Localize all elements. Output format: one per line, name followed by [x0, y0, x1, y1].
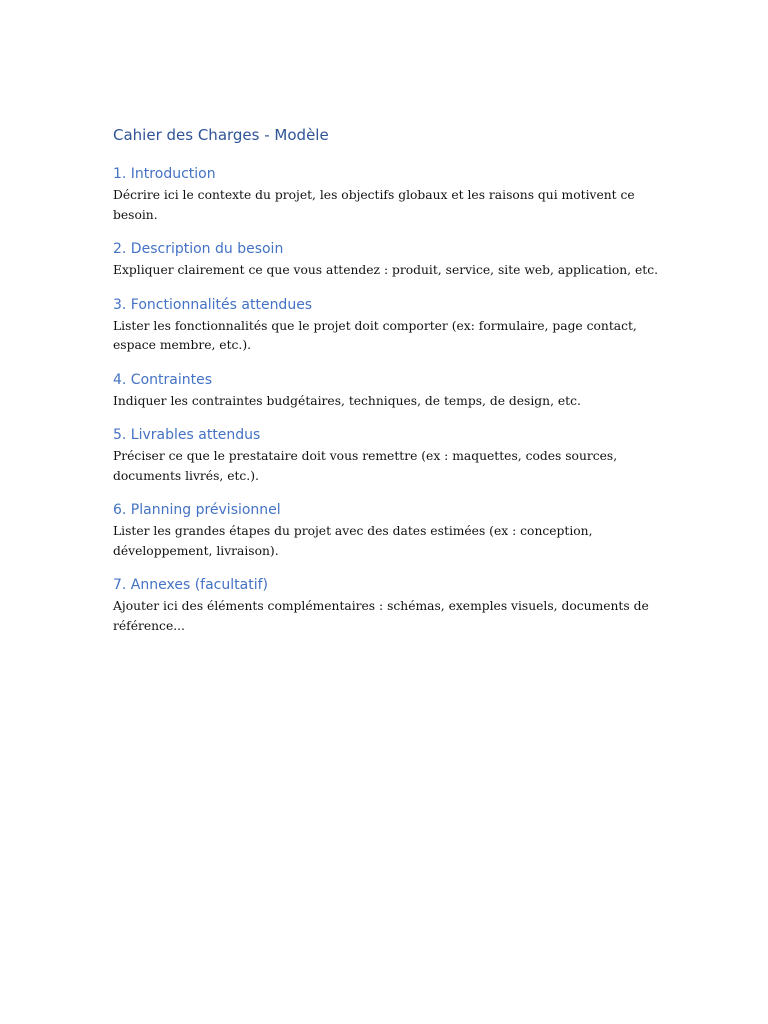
- section-annexes: [113, 575, 658, 636]
- section-heading: 4. Contraintes: [113, 371, 213, 388]
- section-body: Expliquer clairement ce que vous attendez : produit, service, site web, application, etc.: [113, 263, 659, 277]
- section-introduction: [113, 164, 658, 225]
- section-body: Préciser ce que le prestataire doit vous remettre (ex : maquettes, codes sources, documents livrés, etc.).: [113, 449, 618, 483]
- section-heading: 1. Introduction: [113, 166, 216, 182]
- section-heading: 2. Description du besoin: [113, 241, 284, 257]
- section-contraintes: [113, 370, 658, 412]
- section-heading: 6. Planning prévisionnel: [113, 502, 281, 518]
- section-heading: 5. Livrables attendus: [113, 427, 261, 443]
- document-page: [113, 124, 658, 650]
- section-body: Lister les grandes étapes du projet avec des dates estimées (ex : conception, développement, livraison).: [113, 524, 593, 558]
- section-fonctionnalites: [113, 295, 658, 356]
- section-body: Indiquer les contraintes budgétaires, techniques, de temps, de design, etc.: [113, 393, 581, 408]
- section-description-besoin: [113, 239, 658, 281]
- section-body: Ajouter ici des éléments complémentaires : schémas, exemples visuels, documents de référence...: [113, 599, 649, 633]
- section-livrables: [113, 425, 658, 486]
- section-heading: 7. Annexes (facultatif): [113, 577, 268, 593]
- section-body: Décrire ici le contexte du projet, les objectifs globaux et les raisons qui motivent ce besoin.: [113, 188, 635, 222]
- section-body: Lister les fonctionnalités que le projet doit comporter (ex: formulaire, page contact, espace membre, etc.).: [113, 318, 637, 352]
- section-heading: 3. Fonctionnalités attendues: [113, 296, 313, 313]
- section-planning: [113, 500, 658, 561]
- document-title: Cahier des Charges - Modèle: [113, 126, 329, 144]
